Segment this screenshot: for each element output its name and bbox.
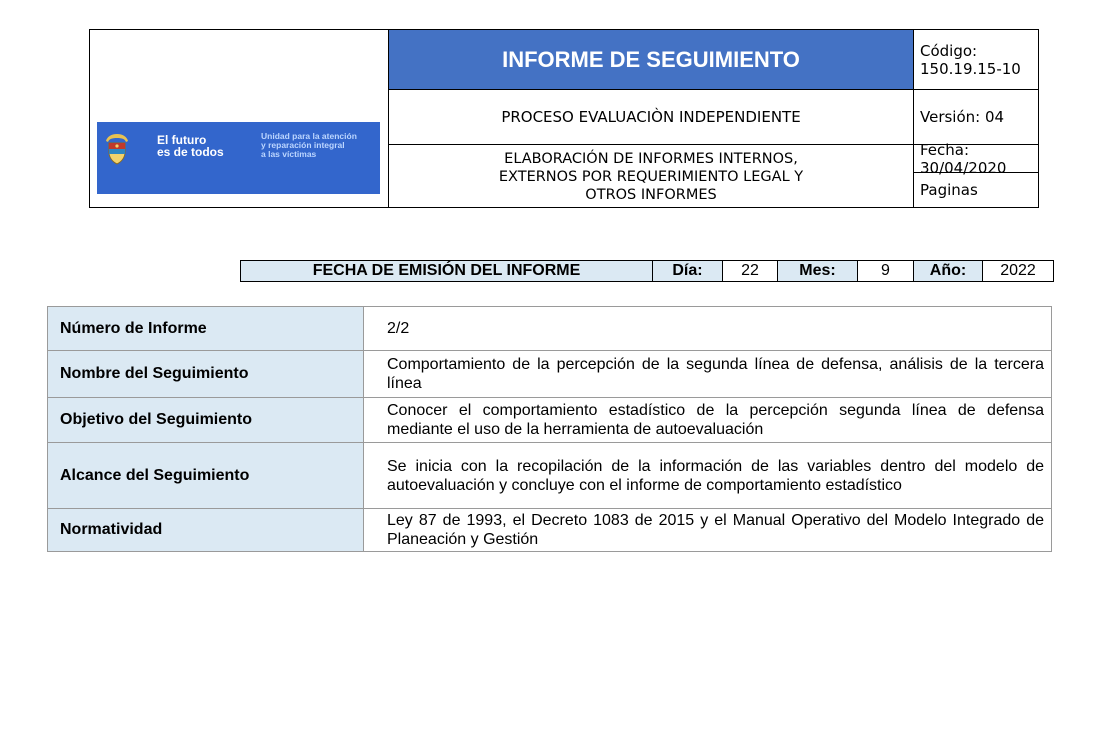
document-version: Versión: 04 [914, 90, 1038, 145]
row-value: Conocer el comportamiento estadístico de la percepción segunda línea de defensa mediante el uso de la herramienta de autoevaluación [364, 398, 1052, 443]
row-value: 2/2 [364, 307, 1052, 351]
document-code: Código: 150.19.15-10 [914, 30, 1038, 90]
month-label: Mes: [778, 261, 858, 281]
document-date: Fecha: 30/04/2020 [914, 145, 1038, 173]
institution-logo [97, 122, 380, 194]
row-label: Número de Informe [48, 307, 364, 351]
report-info-table [47, 306, 1052, 552]
year-value: 2022 [983, 261, 1053, 281]
document-header [89, 29, 1039, 208]
day-value: 22 [723, 261, 778, 281]
logo-cell [90, 30, 389, 207]
row-label: Nombre del Seguimiento [48, 351, 364, 398]
document-pages: Paginas [920, 181, 978, 199]
month-value: 9 [858, 261, 914, 281]
issue-date-label: FECHA DE EMISIÓN DEL INFORME [241, 261, 653, 281]
table-row [48, 398, 1052, 443]
row-label: Objetivo del Seguimiento [48, 398, 364, 443]
row-value: Se inicia con la recopilación de la información de las variables dentro del modelo de autoevaluación y concluye con el informe de comportamiento estadístico [364, 443, 1052, 509]
row-value: Comportamiento de la percepción de la segunda línea de defensa, análisis de la tercera línea [364, 351, 1052, 398]
row-label: Normatividad [48, 509, 364, 552]
process-name: PROCESO EVALUACIÒN INDEPENDIENTE [389, 90, 913, 145]
header-center [389, 30, 914, 207]
table-row [48, 351, 1052, 398]
year-label: Año: [914, 261, 983, 281]
coat-of-arms-icon [103, 132, 131, 166]
issue-date-bar [240, 260, 1054, 282]
table-row [48, 443, 1052, 509]
document-title: INFORME DE SEGUIMIENTO [389, 30, 913, 90]
procedure-name: ELABORACIÓN DE INFORMES INTERNOS, EXTERNOS POR REQUERIMIENTO LEGAL Y OTROS INFORMES [498, 151, 804, 203]
row-label: Alcance del Seguimiento [48, 443, 364, 509]
logo-unit-name: Unidad para la atención y reparación integral a las víctimas [261, 131, 357, 159]
table-row [48, 307, 1052, 351]
day-label: Día: [653, 261, 723, 281]
header-metadata [914, 30, 1038, 207]
logo-slogan: El futuro es de todos [157, 133, 224, 159]
row-value: Ley 87 de 1993, el Decreto 1083 de 2015 y el Manual Operativo del Modelo Integrado de Planeación y Gestión [364, 509, 1052, 552]
table-row [48, 509, 1052, 552]
